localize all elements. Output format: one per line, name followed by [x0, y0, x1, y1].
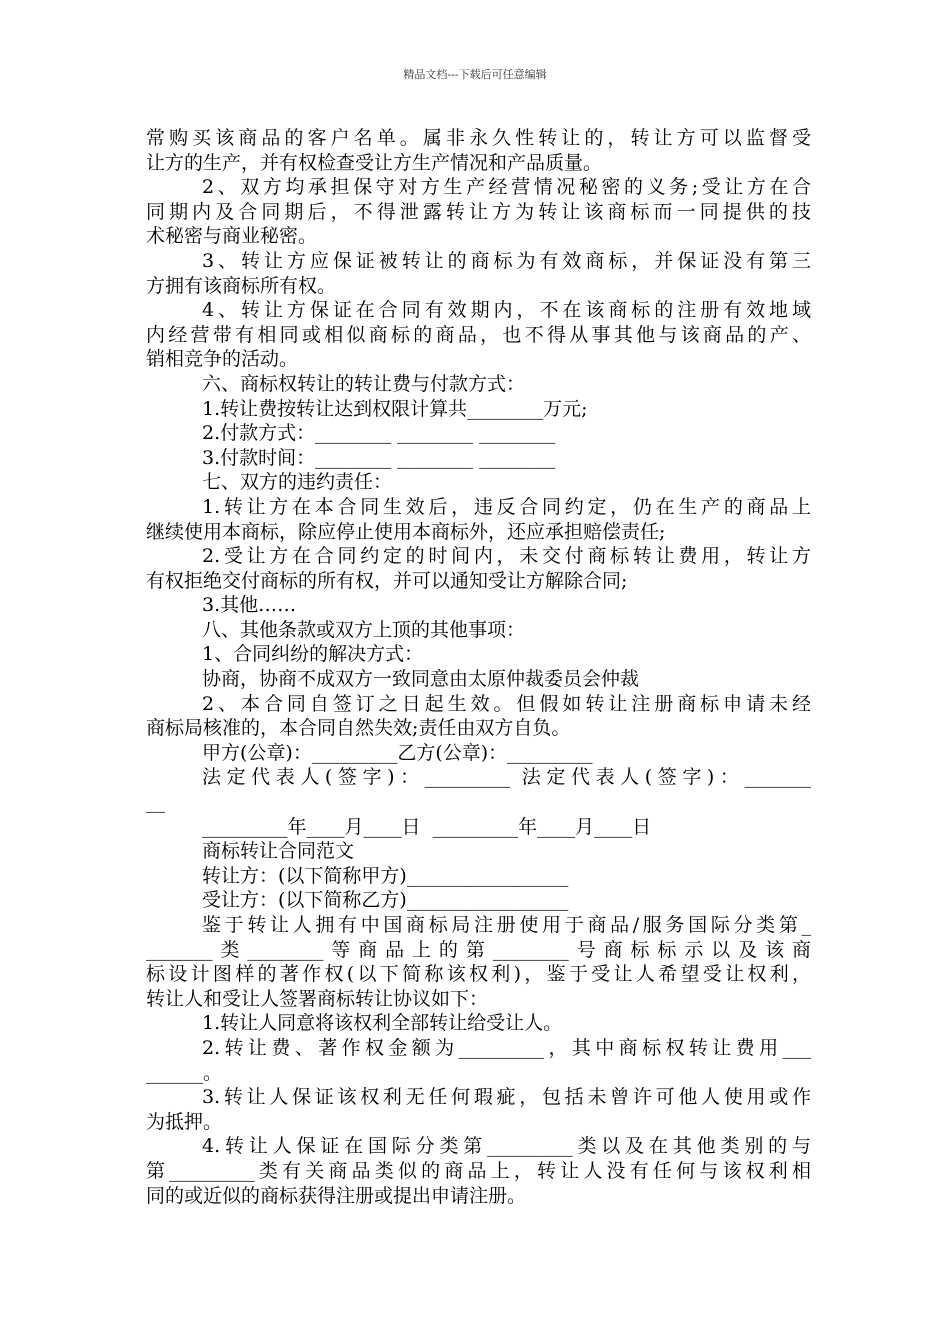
- text-line: 继续使用本商标，除应停止使用本商标外，还应承担赔偿责任;: [146, 520, 666, 543]
- text-line: 4、转让方保证在合同有效期内，不在该商标的注册有效地域: [202, 299, 811, 322]
- text-line: 有权拒绝交付商标的所有权，并可以通知受让方解除合同;: [146, 569, 628, 592]
- text-line: ______。: [146, 1061, 223, 1084]
- text-line: 七、双方的违约责任：: [202, 471, 393, 494]
- text-line: 4.转让人保证在国际分类第_________类以及在其他类别的与: [202, 1135, 811, 1158]
- text-line: 受让方：(以下简称乙方)_________________: [202, 889, 569, 912]
- text-line: 1.转让方在本合同生效后，违反合同约定，仍在生产的商品上: [202, 495, 811, 518]
- text-line: 2、双方均承担保守对方生产经营情况秘密的义务;受让方在合: [202, 176, 811, 199]
- text-line: 1.转让费按转让达到权限计算共________万元;: [202, 397, 588, 420]
- page-header: 精品文档---下载后可任意编辑: [403, 68, 547, 81]
- text-line: 八、其他条款或双方上顶的其他事项：: [202, 618, 526, 641]
- text-line: 方拥有该商标所有权。: [146, 274, 337, 297]
- text-line: 2.付款方式：________ ________ ________: [202, 422, 556, 445]
- text-line: 1.转让人同意将该权利全部转让给受让人。: [202, 1012, 563, 1035]
- text-line: 标设计图样的著作权(以下简称该权利)，鉴于受让人希望受让权利，: [146, 963, 811, 986]
- text-line: 六、商标权转让的转让费与付款方式：: [202, 372, 526, 395]
- text-line: _______类________等商品上的第________号商标标示以及该商: [146, 938, 811, 961]
- text-line: 同的或近似的商标获得注册或提出申请注册。: [146, 1184, 527, 1207]
- text-line: 2.转让费、著作权金额为_________，其中商标权转让费用___: [202, 1036, 811, 1059]
- text-line: 3.付款时间：________ ________ ________: [202, 446, 556, 469]
- signature-line-representative: 法定代表人(签字)：_________ 法定代表人(签字)：_______: [202, 766, 811, 789]
- signature-line-date: _________年____月____日 _________年____月____日: [202, 815, 652, 838]
- text-line: 协商，协商不成双方一致同意由太原仲裁委员会仲裁: [202, 668, 640, 691]
- text-line: 内经营带有相同或相似商标的商品，也不得从事其他与该商品的产、: [146, 323, 811, 346]
- text-line: 让方的生产，并有权检查受让方生产情况和产品质量。: [146, 151, 603, 174]
- text-line: 术秘密与商业秘密。: [146, 225, 318, 248]
- text-line: 同期内及合同期后，不得泄露转让方为转让该商标而一同提供的技: [146, 200, 811, 223]
- text-line: 为抵押。: [146, 1110, 223, 1133]
- text-line: 3.其他……: [202, 594, 297, 617]
- section-title: 商标转让合同范文: [202, 840, 355, 863]
- text-line: 销相竞争的活动。: [146, 348, 299, 371]
- signature-line-seal: 甲方(公章)：_________乙方(公章)：_________: [202, 741, 593, 764]
- text-line: 1、合同纠纷的解决方式：: [202, 643, 424, 666]
- text-line: 第_________类有关商品类似的商品上，转让人没有任何与该权利相: [146, 1159, 811, 1182]
- text-line: 3、转让方应保证被转让的商标为有效商标，并保证没有第三: [202, 249, 811, 272]
- text-line: 鉴于转让人拥有中国商标局注册使用于商品/服务国际分类第_: [202, 914, 811, 936]
- text-line: 商标局核准的，本合同自然失效;责任由双方自负。: [146, 717, 571, 740]
- text-line: __: [146, 791, 165, 814]
- document-body: [146, 126, 811, 1208]
- text-line: 常购买该商品的客户名单。属非永久性转让的，转让方可以监督受: [146, 127, 811, 149]
- text-line: 2、本合同自签订之日起生效。但假如转让注册商标申请未经: [202, 692, 811, 715]
- text-line: 2.受让方在合同约定的时间内，未交付商标转让费用，转让方: [202, 545, 811, 568]
- text-line: 转让方：(以下简称甲方)_________________: [202, 864, 569, 887]
- text-line: 转让人和受让人签署商标转让协议如下：: [146, 987, 489, 1010]
- text-line: 3.转让人保证该权利无任何瑕疵，包括未曾许可他人使用或作: [202, 1086, 811, 1109]
